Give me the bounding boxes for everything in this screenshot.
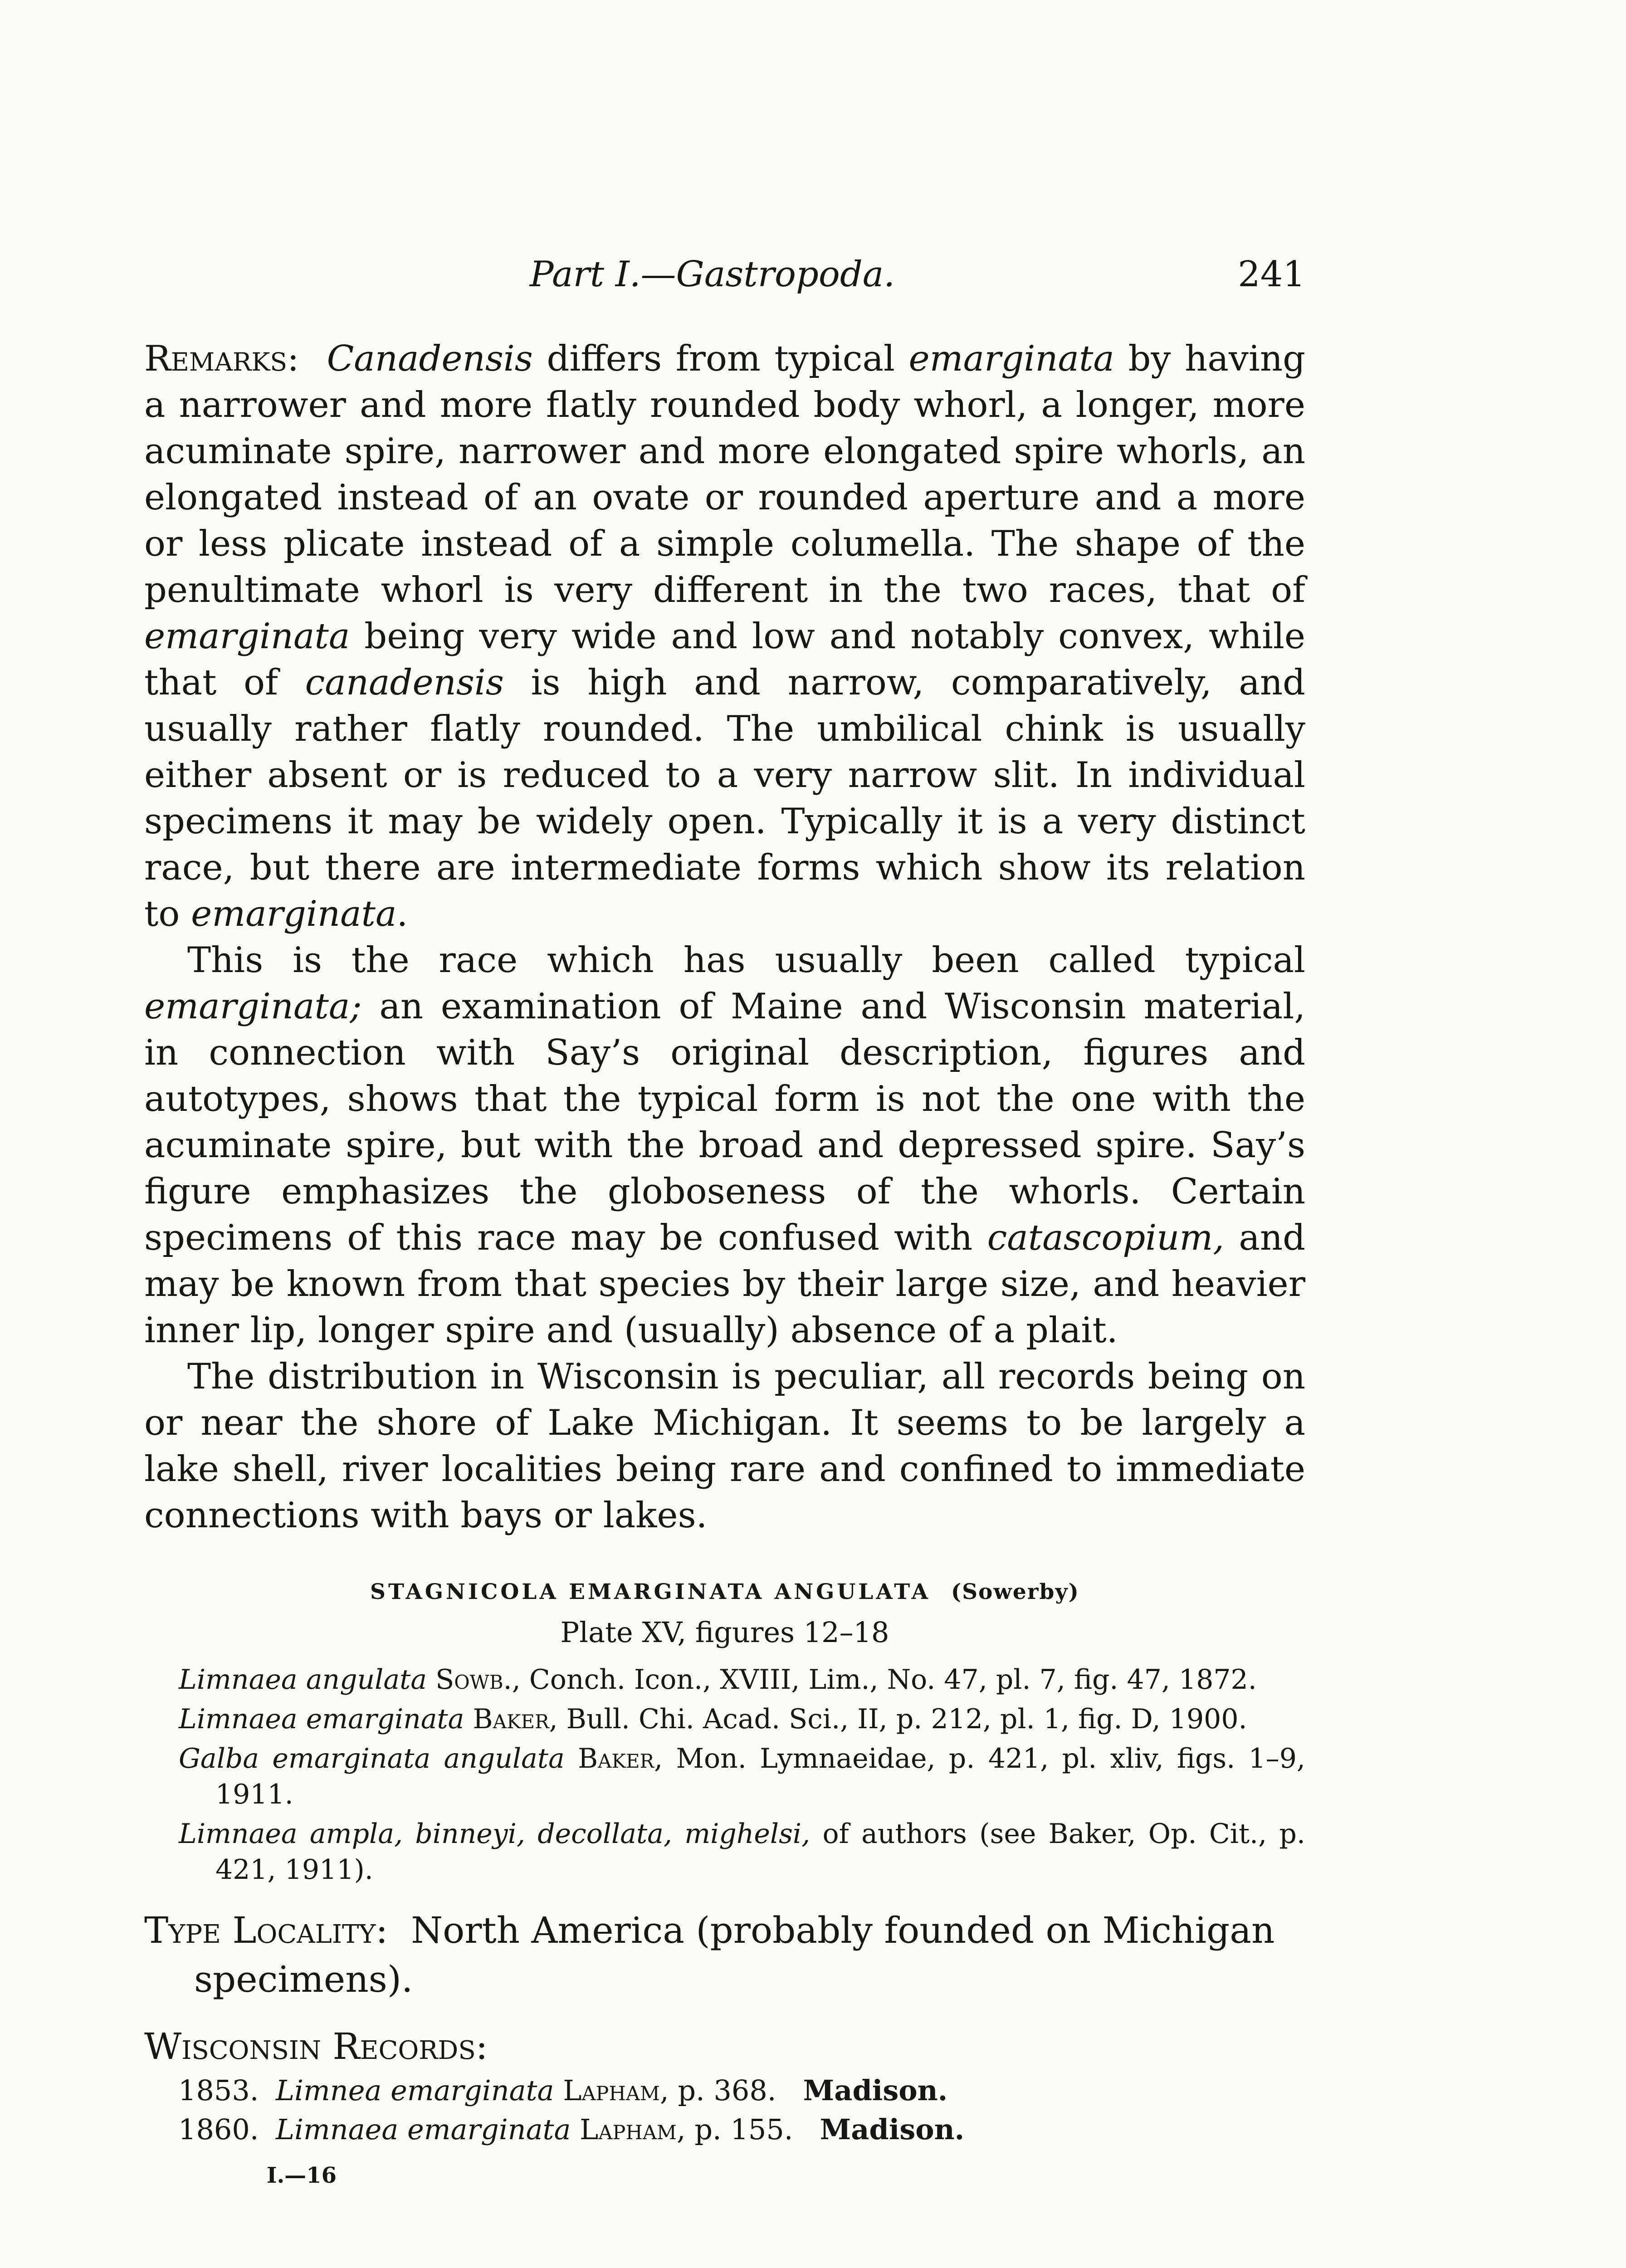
text-run: differs from typical [532, 338, 909, 379]
plate-reference: Plate XV, figures 12–18 [560, 1616, 889, 1649]
type-locality-text: North America (probably founded on Michigan specimens). [194, 1909, 1275, 2000]
remarks-paragraph-2 [144, 937, 1305, 1354]
record-locality: Madison. [820, 2113, 965, 2146]
text-run: is high and narrow, comparatively, and usually rather flatly rounded. The umbilical chink is usually either absent or is reduced to a very narrow slit. In individual specimens it may be widely open. Typically it is a very distinct race, but there are intermediate forms which show its relation to [144, 662, 1305, 934]
wisconsin-records-heading: Wisconsin Records: [144, 2025, 488, 2068]
record-year: 1860. [178, 2113, 259, 2146]
italic-term: emarginata [144, 616, 350, 657]
text-run: being very wide and low and notably convex, while that of [144, 616, 1305, 703]
record-author: Lapham [563, 2074, 660, 2107]
record-name: Limnaea emarginata [276, 2113, 571, 2146]
synonym-name: Limnaea ampla, binneyi, decollata, mighelsi, [179, 1818, 811, 1850]
synonym-citation: , Bull. Chi. Acad. Sci., II, p. 212, pl. 1, fig. D, 1900. [549, 1703, 1247, 1735]
type-locality [144, 1906, 1305, 2004]
remarks-paragraph-1 [144, 336, 1305, 937]
synonym-name: Galba emarginata angulata [179, 1743, 565, 1774]
remarks-paragraph-3: The distribution in Wisconsin is peculiar, all records being on or near the shore of Lake Michigan. It seems to be largely a lake shell, river localities being rare and confined to immediate connections with bays or lakes. [144, 1356, 1305, 1536]
record-page: , p. 155. [676, 2113, 793, 2146]
text-run: an examination of Maine and Wisconsin material, in connection with Say’s original description, figures and autotypes, shows that the typical form is not the one with the acuminate spire, but with the broad and depressed spire. Say’s figure emphasizes the globoseness of the whorls. Certain specimens of this race may be confused with [144, 986, 1305, 1258]
text-run: This is the race which has usually been called typical [187, 940, 1305, 981]
record-author: Lapham [580, 2113, 677, 2146]
running-title: Part I.—Gastropoda. [530, 254, 895, 295]
synonymy-list [144, 1662, 1305, 1888]
text-run: and may be known from that species by their large size, and heavier inner lip, longer spire and (usually) absence of a plait. [144, 1217, 1305, 1351]
synonym-name: Limnaea angulata [179, 1664, 427, 1696]
species-name: STAGNICOLA EMARGINATA ANGULATA [370, 1579, 931, 1604]
italic-term: emarginata; [144, 986, 362, 1027]
record-locality: Madison. [803, 2074, 948, 2107]
synonym-citation: of authors (see Baker, Op. Cit., p. 421, 1911). [215, 1818, 1305, 1886]
remarks-label: Remarks: [144, 338, 299, 379]
synonym-entry [144, 1741, 1305, 1813]
italic-term: emarginata [191, 894, 397, 934]
synonym-citation: , Mon. Lymnaeidae, p. 421, pl. xliv, figs. 1–9, 1911. [215, 1743, 1305, 1810]
species-heading [144, 1574, 1305, 1610]
synonym-author: Baker [473, 1703, 549, 1735]
synonym-name: Limnaea emarginata [179, 1703, 464, 1735]
type-locality-label: Type Locality: [144, 1909, 388, 1951]
signature-mark: I.—16 [267, 2163, 337, 2188]
italic-term: catascopium, [987, 1217, 1225, 1258]
synonym-author: Baker [578, 1743, 654, 1774]
italic-term: emarginata [908, 338, 1114, 379]
synonym-author: Sowb. [435, 1664, 512, 1696]
text-run: . [396, 894, 408, 934]
synonym-entry [144, 1816, 1305, 1888]
record-entry [144, 2071, 1305, 2110]
record-year: 1853. [178, 2074, 259, 2107]
record-entry [144, 2110, 1305, 2149]
page-header [144, 254, 1305, 304]
italic-term: Canadensis [327, 338, 533, 379]
record-page: , p. 368. [659, 2074, 776, 2107]
synonym-entry [144, 1662, 1305, 1698]
italic-term: canadensis [305, 662, 504, 703]
species-author: (Sowerby) [951, 1579, 1079, 1604]
page-number: 241 [1238, 254, 1305, 295]
record-name: Limnea emarginata [276, 2074, 554, 2107]
synonym-entry [144, 1701, 1305, 1737]
synonym-citation: , Conch. Icon., XVIII, Lim., No. 47, pl. 7, fig. 47, 1872. [512, 1664, 1257, 1696]
text-run: by having a narrower and more flatly rounded body whorl, a longer, more acuminate spire, narrower and more elongated spire whorls, an elongated instead of an ovate or rounded aperture and a more or less plicate instead of a simple columella. The shape of the penultimate whorl is very different in the two races, that of [144, 338, 1305, 611]
page-body [144, 336, 1305, 2188]
